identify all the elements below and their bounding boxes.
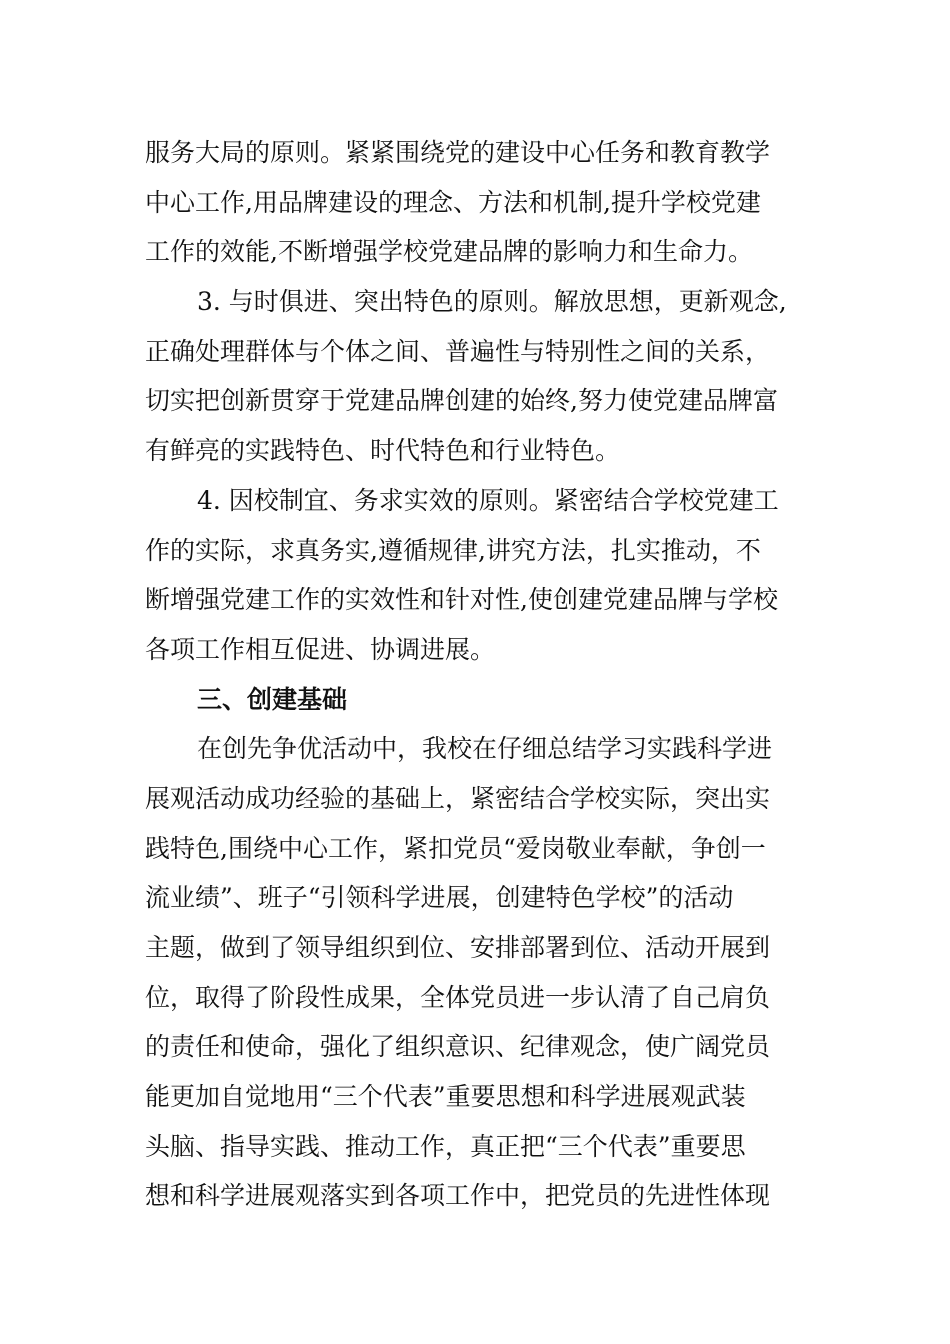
text-line: 主题，做到了领导组织到位、安排部署到位、活动开展到 <box>145 933 771 962</box>
text-line: 位，取得了阶段性成果，全体党员进一步认清了自己肩负 <box>145 982 771 1012</box>
document-body <box>145 128 805 1221</box>
paragraph-start-line: 在创先争优活动中，我校在仔细总结学习实践科学进 <box>197 734 773 764</box>
text-line: 切实把创新贯穿于党建品牌创建的始终,努力使党建品牌富 <box>145 386 778 416</box>
text-line: 能更加自觉地用“三个代表”重要思想和科学进展观武装 <box>145 1082 746 1112</box>
text-line: 展观活动成功经验的基础上，紧密结合学校实际，突出实 <box>145 783 771 813</box>
text-line: 流业绩”、班子“引领科学进展，创建特色学校”的活动 <box>145 883 734 913</box>
text-line: 想和科学进展观落实到各项工作中，把党员的先进性体现 <box>145 1181 771 1211</box>
text-line: 各项工作相互促进、协调进展。 <box>145 634 496 664</box>
text-line: 工作的效能,不断增强学校党建品牌的影响力和生命力。 <box>145 237 753 267</box>
text-line: 中心工作,用品牌建设的理念、方法和机制,提升学校党建 <box>145 187 761 217</box>
text-line: 有鲜亮的实践特色、时代特色和行业特色。 <box>145 436 621 466</box>
text-line: 断增强党建工作的实效性和针对性,使创建党建品牌与学校 <box>145 585 778 615</box>
text-line: 头脑、指导实践、推动工作，真正把“三个代表”重要思 <box>145 1131 746 1161</box>
text-line: 服务大局的原则。紧紧围绕党的建设中心任务和教育教学 <box>145 138 771 167</box>
section-heading: 三、创建基础 <box>197 684 348 714</box>
text-line: 正确处理群体与个体之间、普遍性与特别性之间的关系， <box>145 336 771 366</box>
text-line: 的责任和使命，强化了组织意识、纪律观念，使广阔党员 <box>145 1032 771 1062</box>
paragraph-start-line: 4. 因校制宜、务求实效的原则。紧密结合学校党建工 <box>197 485 779 515</box>
paragraph-start-line: 3. 与时俱进、突出特色的原则。解放思想，更新观念, <box>197 287 787 317</box>
text-line: 践特色,围绕中心工作，紧扣党员“爱岗敬业奉献，争创一 <box>145 833 766 863</box>
text-line: 作的实际，求真务实,遵循规律,讲究方法，扎实推动，不 <box>145 535 761 565</box>
